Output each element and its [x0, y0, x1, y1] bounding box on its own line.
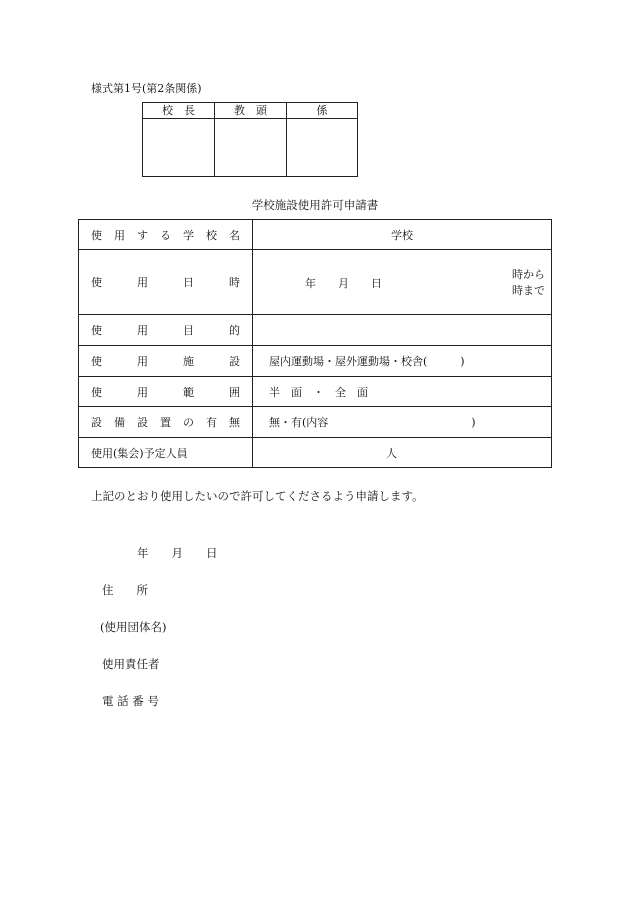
approval-header-staff	[287, 103, 358, 119]
label-char: 用	[137, 355, 148, 368]
footer-date[interactable]: 年 月 日	[137, 546, 218, 560]
form-number: 様式第1号(第2条関係)	[91, 82, 202, 95]
label-char: 日	[183, 276, 194, 289]
value-range[interactable]: 半 面 ・ 全 面	[253, 377, 552, 407]
approval-stamp-table	[142, 102, 358, 177]
footer-group-name[interactable]: (使用団体名)	[100, 620, 167, 634]
label-char: 使	[91, 385, 102, 399]
label-char: 用	[137, 324, 148, 337]
label-range	[79, 377, 253, 407]
label-char: 設	[137, 416, 148, 429]
label-char: 学	[183, 228, 194, 242]
datetime-date: 年 月 日	[305, 277, 382, 290]
value-facility[interactable]: 屋内運動場・屋外運動場・校舎( )	[253, 346, 552, 377]
spaced-label	[91, 414, 240, 430]
label-char: 用	[137, 276, 148, 289]
spaced-label	[91, 274, 240, 290]
label-people: 使用(集会)予定人員	[79, 438, 253, 468]
datetime-to: 時まで	[512, 284, 545, 297]
request-statement: 上記のとおり使用したいので許可してくださるよう申請します。	[91, 489, 424, 503]
label-facility	[79, 346, 253, 377]
approval-header-text: 教 頭	[234, 104, 267, 117]
label-equipment	[79, 407, 253, 438]
label-char: 用	[137, 385, 148, 399]
spaced-label	[91, 384, 240, 400]
label-char: 備	[114, 416, 125, 429]
footer-address[interactable]: 住 所	[102, 583, 148, 597]
label-school	[79, 220, 253, 250]
approval-header-principal	[143, 103, 215, 119]
row-equipment	[79, 407, 552, 438]
label-char: 名	[229, 228, 240, 242]
approval-header-text: 校 長	[162, 104, 195, 117]
label-char: 有	[206, 416, 217, 429]
row-people	[79, 438, 552, 468]
spaced-label	[91, 353, 240, 369]
label-char: 使	[91, 276, 102, 289]
label-char: 使	[91, 355, 102, 368]
application-table	[78, 219, 552, 468]
label-char: 囲	[229, 385, 240, 399]
spaced-label	[91, 322, 240, 338]
row-facility	[79, 346, 552, 377]
label-char: 置	[160, 416, 171, 429]
value-equipment[interactable]: 無・有(内容 )	[253, 407, 552, 438]
approval-stamp-principal[interactable]	[143, 119, 215, 177]
datetime-from: 時から	[512, 268, 545, 281]
row-purpose	[79, 315, 552, 346]
label-char: る	[160, 228, 171, 242]
label-char: す	[137, 228, 148, 242]
label-char: 設	[229, 355, 240, 368]
label-char: 目	[183, 324, 194, 337]
label-char: 使	[91, 324, 102, 337]
label-char: 時	[229, 276, 240, 289]
footer-phone[interactable]: 電 話 番 号	[102, 694, 159, 708]
label-char: 使	[91, 228, 102, 242]
row-range	[79, 377, 552, 407]
row-datetime	[79, 250, 552, 315]
value-purpose[interactable]	[253, 315, 552, 346]
value-school[interactable]: 学校	[253, 220, 552, 250]
label-char: の	[183, 416, 194, 429]
label-char: 校	[206, 228, 217, 242]
approval-stamp-vice-principal[interactable]	[215, 119, 287, 177]
label-char: 施	[183, 355, 194, 368]
value-datetime[interactable]	[253, 250, 552, 315]
footer-responsible-person[interactable]: 使用責任者	[102, 657, 160, 671]
value-people[interactable]: 人	[253, 438, 552, 468]
approval-header-text: 係	[316, 104, 328, 117]
label-char: 的	[229, 324, 240, 337]
form-title: 学校施設使用許可申請書	[251, 198, 379, 212]
label-char: 範	[183, 385, 194, 399]
label-datetime	[79, 250, 253, 315]
approval-stamp-staff[interactable]	[287, 119, 358, 177]
approval-header-vice-principal	[215, 103, 287, 119]
label-purpose	[79, 315, 253, 346]
label-char: 無	[229, 416, 240, 429]
label-char: 設	[91, 416, 102, 429]
spaced-label	[91, 227, 240, 243]
row-school	[79, 220, 552, 250]
label-char: 用	[114, 228, 125, 242]
